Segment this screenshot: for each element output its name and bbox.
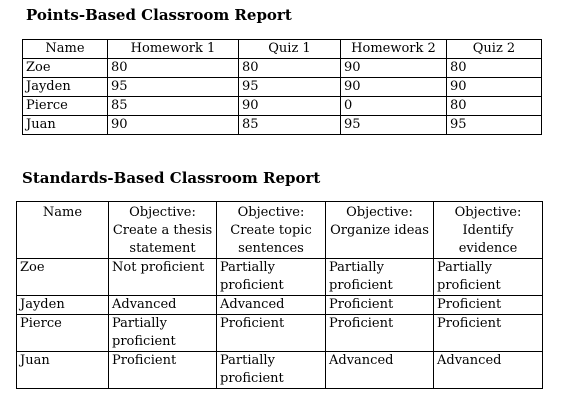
table-cell: Jayden	[23, 78, 108, 97]
table-cell: 0	[341, 97, 447, 116]
column-header: Name	[17, 202, 109, 259]
points-header-row	[23, 40, 542, 59]
column-header: Objective: Create topic sentences	[217, 202, 326, 259]
column-header: Objective: Create a thesis statement	[109, 202, 217, 259]
table-cell: 95	[108, 78, 239, 97]
table-cell: 95	[341, 116, 447, 135]
column-header: Homework 2	[341, 40, 447, 59]
table-row	[17, 259, 543, 296]
table-cell: Partially proficient	[217, 259, 326, 296]
table-cell: 90	[341, 78, 447, 97]
table-cell: Proficient	[434, 315, 543, 352]
points-report-title: Points-Based Classroom Report	[26, 6, 292, 24]
column-header: Name	[23, 40, 108, 59]
table-row	[23, 116, 542, 135]
points-report-table	[22, 39, 542, 135]
table-cell: Pierce	[23, 97, 108, 116]
table-cell: 80	[447, 59, 542, 78]
table-row	[23, 59, 542, 78]
table-cell: 80	[239, 59, 341, 78]
table-cell: 90	[108, 116, 239, 135]
table-cell: 85	[239, 116, 341, 135]
standards-report-title: Standards-Based Classroom Report	[22, 169, 321, 187]
table-cell: Proficient	[434, 296, 543, 315]
table-cell: Partially proficient	[217, 352, 326, 389]
table-cell: 95	[239, 78, 341, 97]
table-cell: Partially proficient	[109, 315, 217, 352]
table-cell: 80	[447, 97, 542, 116]
table-cell: 90	[447, 78, 542, 97]
table-cell: Proficient	[326, 296, 434, 315]
table-cell: Partially proficient	[326, 259, 434, 296]
standards-header-row	[17, 202, 543, 259]
column-header: Objective: Identify evidence	[434, 202, 543, 259]
table-cell: 90	[239, 97, 341, 116]
column-header: Homework 1	[108, 40, 239, 59]
table-cell: 80	[108, 59, 239, 78]
table-cell: Jayden	[17, 296, 109, 315]
column-header: Quiz 2	[447, 40, 542, 59]
table-row	[17, 315, 543, 352]
table-cell: Zoe	[17, 259, 109, 296]
table-cell: Pierce	[17, 315, 109, 352]
table-cell: Partially proficient	[434, 259, 543, 296]
table-cell: Zoe	[23, 59, 108, 78]
table-cell: Advanced	[326, 352, 434, 389]
table-row	[23, 78, 542, 97]
table-row	[17, 296, 543, 315]
table-cell: Juan	[23, 116, 108, 135]
table-cell: 85	[108, 97, 239, 116]
table-cell: Advanced	[109, 296, 217, 315]
column-header: Objective: Organize ideas	[326, 202, 434, 259]
table-row	[23, 97, 542, 116]
column-header: Quiz 1	[239, 40, 341, 59]
table-cell: Advanced	[217, 296, 326, 315]
table-cell: Advanced	[434, 352, 543, 389]
table-cell: Proficient	[217, 315, 326, 352]
table-cell: 95	[447, 116, 542, 135]
table-cell: Proficient	[326, 315, 434, 352]
table-row	[17, 352, 543, 389]
table-cell: Juan	[17, 352, 109, 389]
standards-report-table	[16, 201, 543, 389]
table-cell: Proficient	[109, 352, 217, 389]
table-cell: Not proficient	[109, 259, 217, 296]
table-cell: 90	[341, 59, 447, 78]
